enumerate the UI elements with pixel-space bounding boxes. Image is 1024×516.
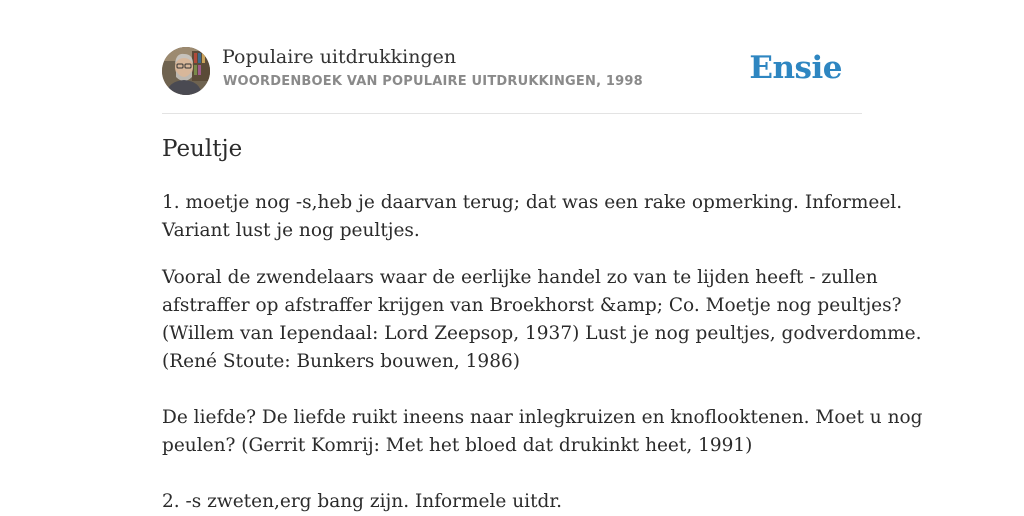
header-divider (162, 113, 862, 114)
entry-body (162, 189, 923, 516)
ensie-logo[interactable]: Ensie (749, 50, 842, 86)
author-portrait-icon (162, 47, 210, 95)
text-line: Vooral de zwendelaars waar de eerlijke handel zo van te lijden heeft - zullen (162, 267, 878, 288)
text-line: 1. moetje nog -s,heb je daarvan terug; dat was een rake opmerking. Informeel. (162, 192, 903, 213)
entry-title: Peultje (162, 136, 243, 162)
text-line: De liefde? De liefde ruikt ineens naar inlegkruizen en knoflooktenen. Moet u nog (162, 407, 923, 428)
source-title[interactable]: Populaire uitdrukkingen (222, 46, 457, 68)
quote-paragraph (162, 404, 923, 460)
author-avatar[interactable] (162, 47, 210, 95)
definition-paragraph (162, 189, 903, 245)
text-line: (Willem van Iependaal: Lord Zeepsop, 1937) Lust je nog peultjes, godverdomme. (162, 323, 922, 344)
quote-paragraph (162, 264, 922, 376)
text-line: Variant lust je nog peultjes. (162, 220, 420, 241)
text-line: afstraffer op afstraffer krijgen van Broekhorst &amp; Co. Moetje nog peultjes? (162, 295, 902, 316)
source-subtitle[interactable]: WOORDENBOEK VAN POPULAIRE UITDRUKKINGEN, 1998 (223, 74, 643, 89)
source-header (162, 46, 862, 96)
text-line: (René Stoute: Bunkers bouwen, 1986) (162, 351, 520, 372)
text-line: 2. -s zweten,erg bang zijn. Informele uitdr. (162, 491, 563, 512)
text-line: peulen? (Gerrit Komrij: Met het bloed dat drukinkt heet, 1991) (162, 435, 753, 456)
